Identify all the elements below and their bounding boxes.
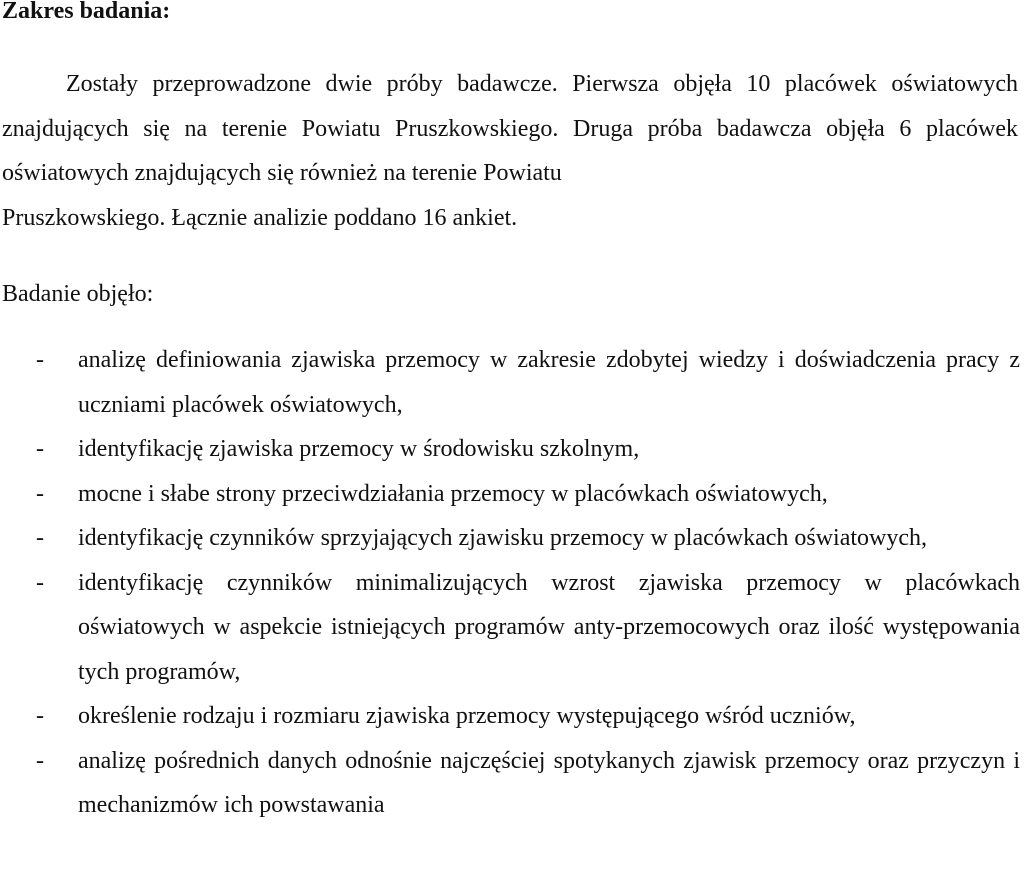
list-dash: - (36, 747, 44, 774)
list-dash: - (36, 480, 44, 507)
intro-paragraph: Zostały przeprowadzone dwie próby badawcze. Pierwsza objęła 10 placówek oświatowych znajdujących się na terenie Powiatu Pruszkowskiego. Druga próba badawcza objęła 6 placówek oświatowych znajdujących się również na terenie Powiatu (2, 71, 1018, 186)
intro-paragraph-last-line: Pruszkowskiego. Łącznie analizie poddano 16 ankiet. (2, 205, 518, 231)
list-item-text: identyfikację czynników minimalizujących wzrost zjawiska przemocy w placówkach oświatowych w aspekcie istniejących programów anty-przemocowych oraz ilość występowania tych programów, (78, 569, 1020, 685)
scope-label: Badanie objęło: (2, 281, 154, 307)
list-dash: - (36, 347, 44, 373)
list-item-text: analizę definiowania zjawiska przemocy w zakresie zdobytej wiedzy i doświadczenia pracy z uczniami placówek oświatowych, (78, 347, 1020, 418)
list-item (0, 427, 1020, 472)
list-dash: - (36, 703, 44, 729)
list-item-text: analizę pośrednich danych odnośnie najczęściej spotykanych zjawisk przemocy oraz przyczyn i mechanizmów ich powstawania (78, 747, 1020, 818)
list-item-text: mocne i słabe strony przeciwdziałania przemocy w placówkach oświatowych, (78, 480, 828, 507)
list-item-text: identyfikację czynników sprzyjających zjawisku przemocy w placówkach oświatowych, (78, 525, 928, 551)
list-dash: - (36, 569, 44, 596)
list-item-text: określenie rodzaju i rozmiaru zjawiska przemocy występującego wśród uczniów, (78, 703, 856, 729)
list-dash: - (36, 525, 44, 551)
list-item (0, 516, 1020, 561)
list-item (0, 561, 1020, 695)
list-item (0, 472, 1020, 517)
list-dash: - (36, 436, 44, 462)
list-item-text: identyfikację zjawiska przemocy w środowisku szkolnym, (78, 436, 640, 462)
scope-list (0, 338, 1024, 828)
list-item (0, 338, 1020, 427)
list-item (0, 694, 1020, 739)
section-heading: Zakres badania: (2, 0, 171, 24)
list-item (0, 739, 1020, 828)
